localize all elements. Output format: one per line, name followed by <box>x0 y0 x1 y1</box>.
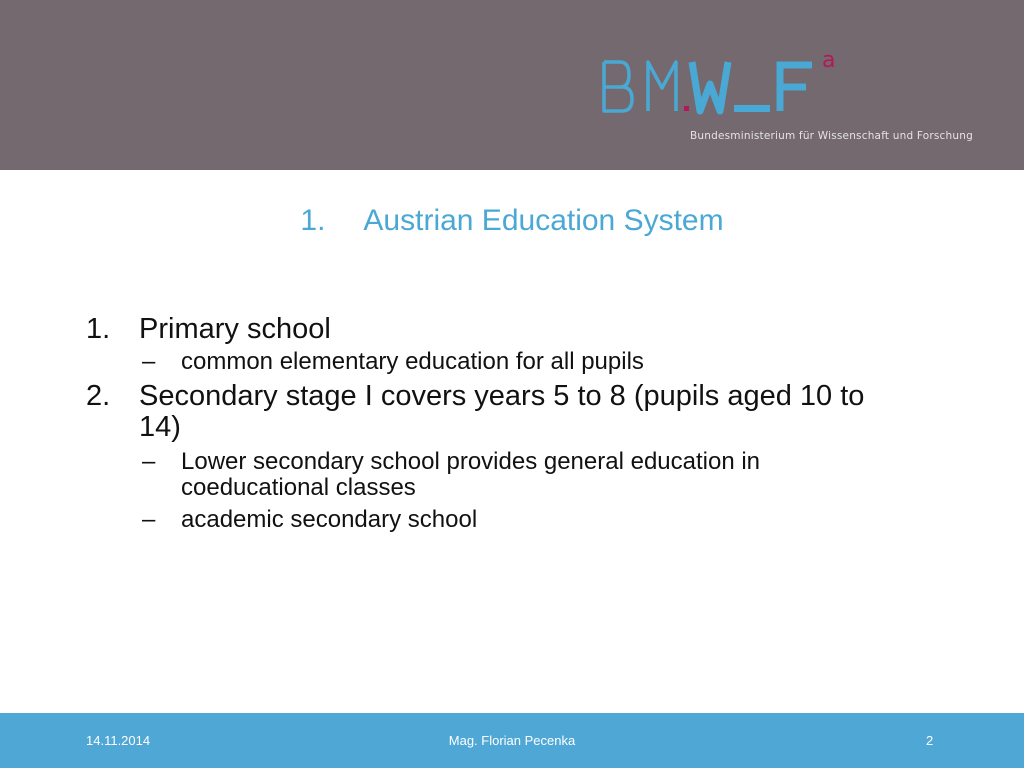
sub-list-item-text: common elementary education for all pupils <box>181 348 644 375</box>
list-marker: 1. <box>86 313 111 345</box>
sub-list-item-text: academic secondary school <box>181 506 478 533</box>
list-item-text: Primary school <box>139 313 331 345</box>
logo-superscript: a <box>822 48 836 73</box>
footer-date: 14.11.2014 <box>86 733 151 748</box>
sub-list-marker: – <box>142 448 156 475</box>
slide-title-number: 1. <box>300 204 326 237</box>
footer-band <box>0 713 1024 768</box>
bmwf-logo <box>598 48 978 146</box>
list-item <box>86 314 926 345</box>
slide-title-text: Austrian Education System <box>363 204 724 237</box>
list-item-text: Secondary stage I covers years 5 to 8 (pupils aged 10 to 14) <box>139 380 865 443</box>
sub-list-item <box>86 349 926 375</box>
slide-title <box>0 204 1024 238</box>
sub-list-item-text: Lower secondary school provides general education in coeducational classes <box>181 448 761 501</box>
sub-list-item <box>86 449 926 501</box>
sub-list-marker: – <box>142 506 156 533</box>
sub-list-marker: – <box>142 348 156 375</box>
header-band <box>0 0 1024 170</box>
footer-page-number: 2 <box>926 733 934 748</box>
footer-author: Mag. Florian Pecenka <box>448 733 576 748</box>
bmwf-logo-mark <box>598 54 848 124</box>
list-item <box>86 381 926 443</box>
logo-subtitle: Bundesministerium für Wissenschaft und Forschung <box>690 130 973 142</box>
list-marker: 2. <box>86 380 111 412</box>
slide-content <box>86 314 926 533</box>
sub-list-item <box>86 507 926 533</box>
